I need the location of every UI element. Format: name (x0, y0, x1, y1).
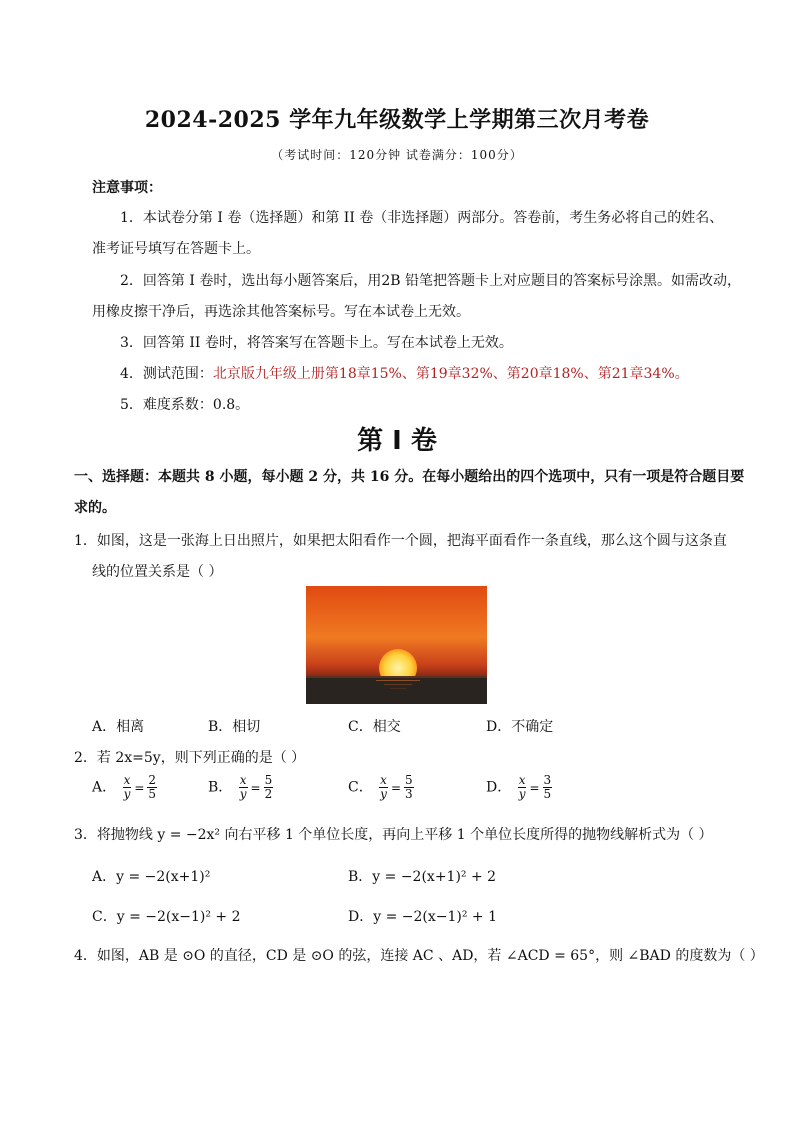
q2-option-d[interactable]: D． $\frac{x}{y}$ = $\frac{3}{5}$ (486, 773, 552, 801)
numerator: x (123, 773, 131, 787)
sunrise-image (306, 586, 487, 704)
fraction (379, 774, 388, 801)
q2-option-a-label: A． (92, 779, 117, 796)
q3-stem: 3．将抛物线 y = −2x² 向右平移 1 个单位长度，再向上平移 1 个单位长度所得的抛物线解析式为（ ） (74, 827, 713, 843)
q1-stem-line-1: 1．如图，这是一张海上日出照片，如果把太阳看作一个圆，把海平面看作一条直线，那么这个圆与这条直 (74, 533, 727, 549)
numerator: x (518, 773, 526, 787)
denominator: 5 (543, 787, 552, 801)
q1-stem-line-2: 线的位置关系是（ ） (92, 564, 223, 580)
numerator: x (380, 773, 387, 787)
q2-option-d-label: D． (486, 779, 512, 796)
notice-item-1-line-2: 准考证号填写在答题卡上。 (92, 241, 260, 257)
numerator: 5 (264, 773, 273, 787)
section-title: 第 I 卷 (357, 426, 437, 456)
q1-option-b[interactable]: B．相切 (208, 719, 261, 735)
notice-item-2-line-1: 2．回答第 I 卷时，选出每小题答案后，用2B 铅笔把答题卡上对应题目的答案标号涂黑。如需改动， (120, 273, 741, 289)
q1-option-d[interactable]: D．不确定 (486, 719, 554, 735)
numerator: 3 (543, 773, 552, 787)
q1-option-a[interactable]: A．相离 (92, 719, 145, 735)
denominator: y (123, 787, 131, 801)
denominator: y (518, 787, 526, 801)
test-range: 北京版九年级上册第18章15%、第19章32%、第20章18%、第21章34%。 (212, 366, 689, 382)
fraction (239, 774, 248, 801)
q4-stem: 4．如图，AB 是 ⊙O 的直径，CD 是 ⊙O 的弦，连接 AC 、AD，若 ∠ACD = 65°，则 ∠BAD 的度数为（ ） (74, 948, 764, 964)
q3-option-c[interactable]: C．y = −2(x−1)² + 2 (92, 909, 241, 925)
q1-option-c[interactable]: C．相交 (348, 719, 401, 735)
fraction (404, 774, 414, 801)
sunrise-photo (306, 586, 487, 704)
fraction (264, 774, 274, 801)
section-instructions-line-1: 一、选择题：本题共 8 小题，每小题 2 分，共 16 分。在每小题给出的四个选项中，只有一项是符合题目要 (74, 469, 745, 485)
notice-item-4 (120, 363, 689, 383)
notice-item-4-prefix: 4．测试范围： (120, 366, 213, 382)
q2-option-b-label: B． (208, 779, 233, 796)
fraction (147, 774, 157, 801)
numerator: 5 (405, 773, 413, 787)
notice-item-5: 5．难度系数：0.8。 (120, 397, 250, 413)
q3-option-a[interactable]: A．y = −2(x+1)² (92, 869, 211, 885)
section-instructions-line-2: 求的。 (74, 500, 116, 516)
q3-option-d[interactable]: D．y = −2(x−1)² + 1 (348, 909, 498, 925)
fraction (123, 774, 132, 801)
q3-option-b[interactable]: B．y = −2(x+1)² + 2 (348, 869, 497, 885)
q2-option-b[interactable]: B． $\frac{x}{y}$ = $\frac{5}{2}$ (208, 773, 273, 801)
numerator: x (239, 773, 247, 787)
q2-option-c[interactable]: C． $\frac{x}{y}$ = $\frac{5}{3}$ (348, 773, 413, 801)
notice-item-2-line-2: 用橡皮擦干净后，再选涂其他答案标号。写在本试卷上无效。 (92, 304, 470, 320)
denominator: 3 (405, 787, 413, 801)
q2-option-c-label: C． (348, 779, 373, 796)
fraction (518, 774, 527, 801)
numerator: 2 (148, 773, 157, 787)
page-title: 2024-2025 学年九年级数学上学期第三次月考卷 (144, 107, 650, 133)
denominator: y (380, 787, 387, 801)
exam-info: （考试时间：120分钟 试卷满分：100分） (271, 148, 523, 162)
denominator: 2 (264, 787, 273, 801)
denominator: 5 (148, 787, 157, 801)
notice-item-1-line-1: 1．本试卷分第 I 卷（选择题）和第 II 卷（非选择题）两部分。答卷前，考生务必将自己的姓名、 (120, 210, 724, 226)
q2-option-a[interactable]: A． $\frac{x}{y}$ = $\frac{2}{5}$ (92, 773, 157, 801)
q2-stem: 2．若 2x=5y，则下列正确的是（ ） (74, 750, 306, 766)
notice-item-3: 3．回答第 II 卷时，将答案写在答题卡上。写在本试卷上无效。 (120, 335, 513, 351)
denominator: y (239, 787, 247, 801)
fraction (543, 774, 553, 801)
notice-heading: 注意事项： (92, 180, 162, 196)
